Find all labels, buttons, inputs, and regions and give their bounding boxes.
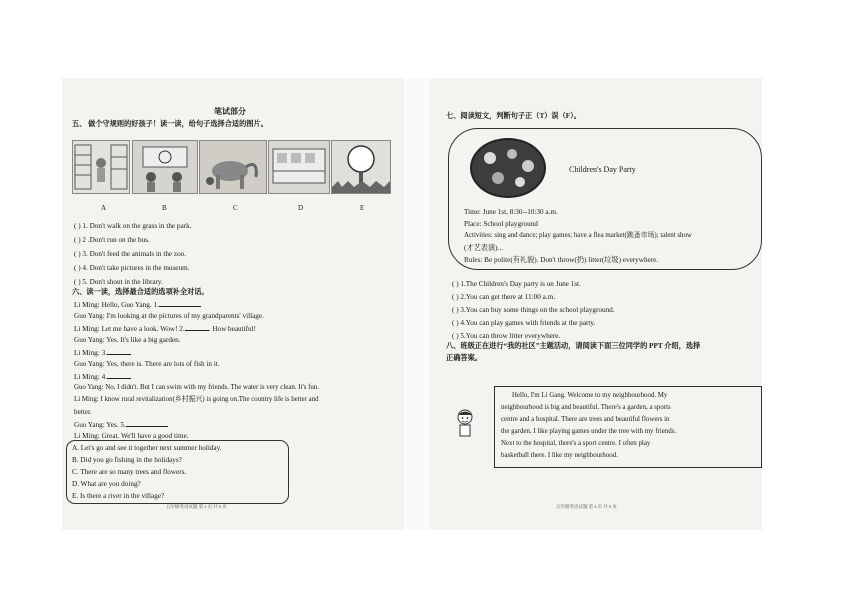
party-picture (470, 138, 546, 198)
answer-blank[interactable] (159, 299, 201, 307)
section7-header: 七、阅读短文，判断句子正（T）误（F）。 (446, 112, 581, 120)
dialogue-line: Guo Yang: Yes. It's like a big garden. (74, 336, 181, 344)
li-gang-avatar (456, 408, 474, 438)
party-activities-cont: (才艺表演)... (464, 244, 503, 252)
party-activities: Activities: sing and dance; play games; have a flea market(跳蚤市场); talent show (464, 232, 692, 239)
dialogue-line: Li Ming: I know rural revitalization(乡村振兴) is going on.The country life is better and (74, 396, 319, 403)
picture-label-a: A (101, 204, 107, 212)
party-title: Children's Day Party (569, 165, 636, 174)
picture-label-e: E (360, 204, 365, 212)
dialogue-line: Guo Yang: I'm looking at the pictures of my grandparents' village. (74, 312, 264, 320)
answer-blank[interactable] (107, 347, 131, 355)
option-d: D. What are you doing? (72, 480, 141, 488)
section8-header: 八、班级正在进行“我的社区”主题活动，请阅读下面三位同学的 PPT 介绍，选择 (446, 342, 701, 350)
section7-item: ( ) 1.The Children's Day party is on June 1st. (452, 280, 581, 288)
answer-blank[interactable] (107, 371, 131, 379)
picture-label-d: D (298, 204, 304, 212)
passage-line: the garden. I like playing games under the tree with my friends. (501, 428, 677, 435)
section7-item: ( ) 2.You can get there at 11:00 a.m. (452, 293, 555, 301)
right-page-footer: 五年级英语试题 第 4 页 共 6 页 (556, 504, 617, 509)
passage-line: Hello, I'm Li Gang. Welcome to my neighbourhood. My (512, 392, 668, 399)
section5-item: ( ) 3. Don't feed the animals in the zoo. (74, 250, 187, 258)
section7-item: ( ) 5.You can throw litter everywhere. (452, 332, 561, 340)
option-e: E. Is there a river in the village? (72, 492, 165, 500)
picture-e-grass-sign (331, 140, 391, 194)
section5-item: ( ) 4. Don't take pictures in the museum. (74, 264, 190, 272)
page-title: 笔试部分 (214, 107, 246, 116)
section8-header-cont: 正确答案。 (446, 354, 482, 362)
picture-c-zoo (199, 140, 267, 194)
dialogue-line: Li Ming: Hello, Guo Yang. 1. (74, 299, 201, 310)
dialogue-line: Guo Yang: Yes, there is. There are lots of fish in it. (74, 360, 220, 368)
left-page-footer: 五年级英语试题 第 3 页 共 6 页 (166, 504, 227, 509)
page-gutter (404, 78, 430, 530)
passage-line: basketball there. I like my neighbourhood. (501, 452, 618, 459)
section6-header: 六、读一读，选择最合适的选项补全对话。 (72, 288, 209, 296)
passage-line: neighbourhood is big and beautiful. There's a garden, a sports (501, 404, 671, 411)
party-place: Place: School playground (464, 220, 538, 228)
dialogue-line: Li Ming: Great. We'll have a good time. (74, 432, 189, 440)
dialogue-line: Li Ming: 4. (74, 371, 131, 382)
party-time: Time: June 1st, 8:30--10:30 a.m. (464, 208, 558, 216)
option-b: B. Did you go fishing in the holidays? (72, 456, 182, 464)
picture-b-museum (132, 140, 198, 194)
passage-line: centre and a hospital. There are trees and beautiful flowers in (501, 416, 670, 423)
section5-item: ( ) 1. Don't walk on the grass in the park. (74, 222, 192, 230)
option-a: A. Let's go and see it together next summer holiday. (72, 444, 222, 452)
section5-header: 五、 做个守规则的好孩子！读一读，给句子选择合适的图片。 (72, 120, 268, 128)
picture-d-bus (268, 140, 330, 194)
section5-item: ( ) 5. Don't shout in the library. (74, 278, 163, 286)
answer-blank[interactable] (185, 323, 209, 331)
section7-item: ( ) 4.You can play games with friends at the party. (452, 319, 596, 327)
passage-line: Next to the hospital, there's a sport centre. I often play (501, 440, 651, 447)
answer-blank[interactable] (126, 419, 168, 427)
section5-item: ( ) 2 .Don't run on the bus. (74, 236, 150, 244)
section7-item: ( ) 3.You can buy some things on the school playground. (452, 306, 615, 314)
party-rules: Rules: Be polite(有礼貌). Don't throw(扔) litter(垃圾) everywhere. (464, 256, 659, 264)
picture-label-b: B (162, 204, 167, 212)
dialogue-line: Li Ming: Let me have a look. Wow! 2. . How beautiful! (74, 325, 256, 333)
dialogue-line: better. (74, 408, 92, 416)
dialogue-line: Guo Yang: Yes. 5. (74, 419, 168, 430)
dialogue-line: Li Ming: 3. (74, 347, 131, 358)
dialogue-line: Guo Yang: No, I didn't. But I can swim with my friends. The water is very clean. It's fun. (74, 384, 320, 391)
picture-a-library (72, 140, 130, 194)
option-c: C. There are so many trees and flowers. (72, 468, 187, 476)
picture-label-c: C (233, 204, 238, 212)
